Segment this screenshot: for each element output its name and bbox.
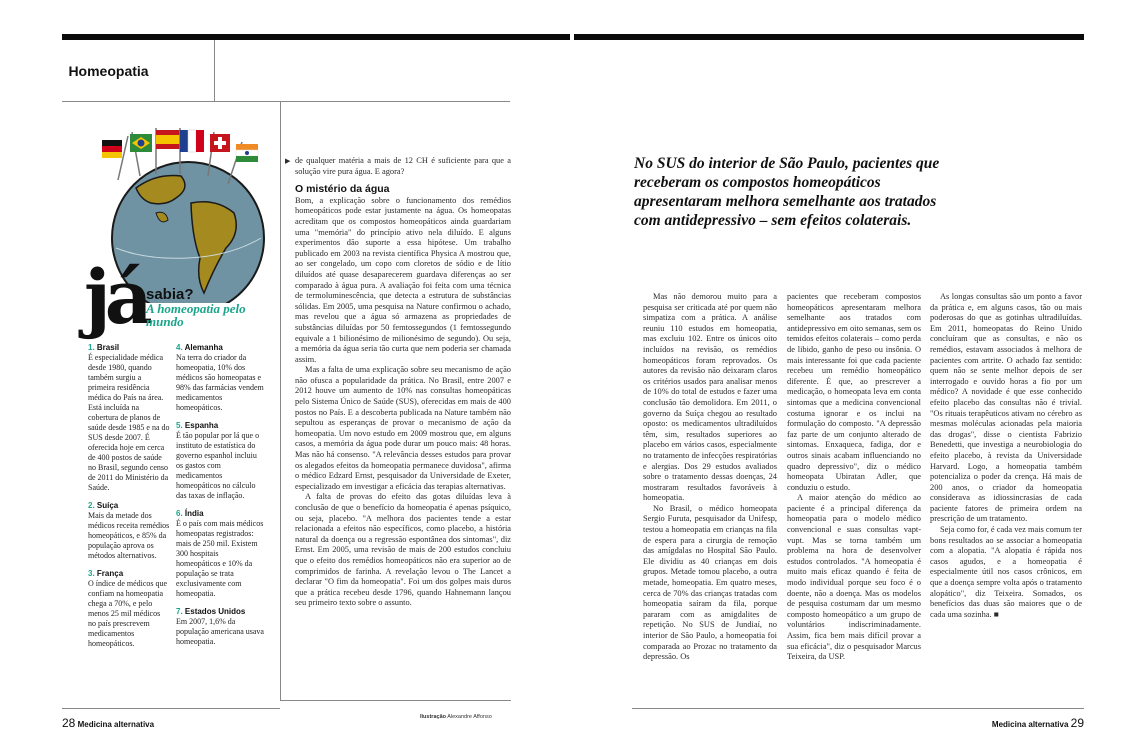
fact-number: 2. [88, 501, 95, 510]
sabia-heading: sabia? [146, 286, 194, 303]
header-rule [62, 101, 510, 102]
footer-label-left: Medicina alternativa [77, 720, 155, 729]
footer-rule-left [62, 708, 280, 709]
sidebar-divider [280, 101, 281, 701]
footer-left [62, 716, 154, 730]
article-paragraph: pacientes que receberam compostos homeopáticos apresentaram melhora semelhante aos tratados com antidepressivo em oito semanas, sem os temidos efeitos colaterais – como perda de libido, ganho de peso ou insônia. O mais interessante foi que cada paciente recebeu um remédio homeopático diferente. É que, ao prescrever a medicação, o homeopata leva em conta sintomas que a medicina convencional costuma ignorar e os inclui na formulação do composto. "A depressão faz parte de um conjunto alterado de sintomas. Enxaqueca, fadiga, dor e outros sinais acabam influenciando no quadro depressivo", diz o médico homeopata Ubiratan Adler, que conduziu o estudo. [787, 292, 921, 492]
fact-text: Em 2007, 1,6% da população americana usava homeopatia. [176, 617, 264, 646]
right-article-column-2 [787, 292, 921, 663]
right-article-column-3 [930, 292, 1082, 620]
section-title: Homeopatia [68, 63, 149, 79]
footer-label-right: Medicina alternativa [991, 720, 1069, 729]
fact-number: 4. [176, 343, 183, 352]
fact-text: O índice de médicos que confiam na homeopatia chega a 70%, e pelo menos 25 mil médicos no país prescrevem medicamentos homeopáticos. [88, 579, 168, 648]
article-subhead: O mistério da água [295, 183, 390, 196]
fact-estados-unidos [176, 607, 264, 647]
fact-franca [88, 569, 170, 649]
footer-right [992, 716, 1084, 730]
page-number-right: 29 [1070, 716, 1084, 730]
fact-number: 3. [88, 569, 95, 578]
fact-brasil [88, 343, 170, 493]
ja-big-letters: já [84, 255, 147, 341]
pull-quote: No SUS do interior de São Paulo, pacientes que receberam os compostos homeopáticos apresentaram melhora semelhante aos tratados com antidepressivo – sem efeitos colaterais. [634, 155, 940, 229]
fact-text: Mais da metade dos médicos receita remédios homeopáticos, e 85% da população aprova os métodos alternativos. [88, 511, 170, 560]
article-paragraph: Bom, a explicação sobre o funcionamento dos remédios homeopáticos pode estar justamente na água. Os homeopatas acreditam que os compostos homeopáticos ainda guardariam uma "memória" do princípio ativo nela diluído. E alguns experimentos dão suporte a essa hipótese. Um trabalho publicado em 2003 na revista científica Physica A mostrou que, ao ser congelado, um copo com cloretos de sódio e de lítio diluídos até quase desaparecerem guardava diferenças ao ser comparado à água pura. A avaliação foi feita com uma técnica de termoluminescência, que detecta a estrutura de substâncias sólidas. Em 2005, uma pesquisa na Nature confirmou o achado, mas revelou que a água só armazena as propriedades de substâncias diluídas por 50 femtossegundos (1 femtossegundo equivale a 1 bilionésimo de milionésimo de segundo). Ou seja, a memória da água seria tão curta que nem poderia ser chamada assim. [295, 195, 511, 364]
fact-text: É o país com mais médicos homeopatas registrados: mais de 250 mil. Existem 300 hospitais homeopáticos e 10% da população se trata exclusivamente com homeopatia. [176, 519, 264, 598]
credit-label: Ilustração [420, 714, 446, 720]
fact-number: 1. [88, 343, 95, 352]
facts-column-left [88, 343, 170, 657]
fact-text: Na terra do criador da homeopatia, 10% dos médicos são homeopatas e 98% das farmácias vendem medicamentos homeopáticos. [176, 353, 264, 412]
article-paragraph: Mas não demorou muito para a pesquisa ser criticada até por quem não simpatiza com a prática. A análise reuniu 110 estudos em homeopatia, mas excluiu 102. Entre os únicos oito incluídos na revisão, os remédios homeopáticos foram reprovados. Os autores da revisão não deixaram claros os critérios usados para analisar menos de 10% do total de estudos e fazer uma conclusão tão demolidora. Em 2011, o governo da Suíça chegou ao resultado oposto: os medicamentos ultradiluídos têm, sim, resultados superiores ao placebo em vários casos, especialmente no tratamento de infecções respiratórias e alergias. Dos 29 estudos avaliados sobre o tratamento dessas doenças, 24 mostraram resultados favoráveis à homeopatia. [643, 292, 777, 503]
top-rule-right [574, 34, 1084, 40]
fact-country: Alemanha [184, 343, 223, 352]
fact-text: É especialidade médica desde 1980, quando também surgiu a primeira residência médica do País na área. Está incluída na cobertura de planos de saúde desde 1985 e na do SUS desde 2007. É oferecida hoje em cerca de 400 postos de saúde no Brasil, segundo censo de 2011 do Ministério da Saúde. [88, 353, 170, 492]
article-bottom-rule [280, 700, 511, 701]
fact-country: Brasil [96, 343, 120, 352]
fact-india [176, 509, 264, 599]
fact-country: Estados Unidos [184, 607, 246, 616]
fact-country: Índia [184, 509, 204, 518]
credit-name: Alexandre Affonso [447, 714, 492, 720]
fact-alemanha [176, 343, 264, 413]
fact-country: Suíça [96, 501, 119, 510]
fact-number: 5. [176, 421, 183, 430]
fact-text: É tão popular por lá que o instituto de estatística do governo espanhol incluiu os gastos com medicamentos homeopáticos no cálculo das taxas de inflação. [176, 431, 260, 500]
article-paragraph: A maior atenção do médico ao paciente é a principal diferença da homeopatia para o modelo médico convencional e suas consultas vapt-vupt. Mas se torna também um problema na hora de desenvolver estudos controlados. "A homeopatia é muito mais eficaz quando é feita de modo individual porque seu foco é o doente, não a doença. Mas os modelos de pesquisa costumam dar um mesmo composto homeopático a um grupo de voluntários indiscriminadamente. Assim, fica bem mais difícil provar a sua eficácia", diz o pesquisador Marcus Teixeira, da USP. [787, 493, 921, 662]
illustration-credit [420, 714, 492, 720]
right-article-column-1 [643, 292, 777, 663]
article-paragraph: As longas consultas são um ponto a favor da prática e, em alguns casos, tão ou mais poderosas do que as gotinhas ultradiluídas. Em 2011, homeopatas do Reino Unido concluíram que as consultas, e não os remédios, estavam associados à melhora de pacientes com artrite. O achado faz sentido: quem não se sente melhor depois de ser interrogado e ouvido horas a fio por um médico? A novidade é que esse conhecido efeito placebo das consultas não é trivial. "Os rituais terapêuticos ativam no cérebro as mesmas moléculas acionadas pela maioria das drogas", disse o cientista Fabrizio Benedetti, que investiga a neurobiologia do efeito placebo, à revista da Universidade Harvard. Logo, a homeopatia também potencializa o poder da crença. Há mais de 200 anos, o criador da homeopatia considerava as idiossincrasias de cada paciente fatores de primeira ordem na prescrição de um tratamento. [930, 292, 1082, 524]
fact-suica [88, 501, 170, 561]
fact-number: 6. [176, 509, 183, 518]
article-paragraph: A falta de provas do efeito das gotas diluídas leva à conclusão de que o benefício da homeopatia é apenas psíquico, ou seja, placebo. "A melhora dos pacientes tende a estar relacionada a efeitos não específicos, como placebo, a história natural da doença ou a regressão espontânea dos sintomas", diz Ernst. Em 2005, uma revisão de mais de 200 estudos concluiu que o efeito dos remédios homeopáticos não era superior ao de comprimidos de farinha. A revelação levou o The Lancet a declarar "O fim da homeopatia". Foi um dos golpes mais duros que a prática recebeu desde 1796, quando Hahnemann lançou seu primeiro texto sobre o assunto. [295, 492, 511, 608]
left-article [285, 156, 511, 609]
footer-rule-right [632, 708, 1084, 709]
continued-text: de qualquer matéria a mais de 12 CH é suficiente para que a solução vire pura água. E agora? [294, 156, 511, 176]
article-paragraph: Mas a falta de uma explicação sobre seu mecanismo de ação não ofusca a popularidade da prática. No Brasil, entre 2007 e 2012 houve um aumento de 10% nas consultas homeopáticas pelo Sistema Único de Saúde (SUS), oferecidas em mais de 400 postos no País. E a descoberta publicada na Nature também não sepultou as esperanças de provar o mecanismo de ação da homeopatia. Um novo estudo em 2009 mostrou que, em alguns casos, a memória da água pode durar um pouco mais: 48 horas. Mas não há consenso. "A relevância desses estudos para provar os alegados efeitos da homeopatia permanece duvidosa", afirma o médico Edzard Ernst, pesquisador da Universidade de Exeter, especializado em investigar a eficácia das terapias alternativas. [295, 365, 511, 491]
fact-country: França [96, 569, 124, 578]
page-number-left: 28 [62, 716, 76, 730]
header-divider [214, 40, 215, 102]
article-paragraph: No Brasil, o médico homeopata Sergio Furuta, pesquisador da Unifesp, testou a homeopatia em crianças na fila de espera para a cirurgia de remoção das amígdalas no Hospital São Paulo. Ele dividiu as 40 crianças em dois grupos. Metade tomou placebo, a outra metade, homeopatia. Em quatro meses, cerca de 70% das crianças tratadas com homeopatia saíram da fila, porque pararam com as amigdalites de repetição. No SUS de Jundiaí, no interior de São Paulo, a homeopatia foi comparada ao Prozac no tratamento da depressão. Os [643, 503, 777, 662]
section-header [62, 40, 155, 102]
sidebar-subtitle: A homeopatia pelo mundo [146, 301, 246, 329]
article-paragraph: Seja como for, é cada vez mais comum ter bons resultados ao se associar a homeopatia com a alopatia. "A alopatia é rápida nos casos agudos, e a homeopatia é especialmente útil nos casos crônicos, em que a doença sempre volta após o tratamento alopático", diz Teixeira. Somados, os benefícios das duas são maiores que o de cada uma sozinha. ■ [930, 525, 1082, 619]
facts-column-right [176, 343, 264, 655]
continuation-arrow-icon: ▶ [285, 157, 292, 165]
fact-country: Espanha [184, 421, 219, 430]
fact-number: 7. [176, 607, 183, 616]
continued-paragraph [285, 156, 511, 177]
fact-espanha [176, 421, 264, 501]
